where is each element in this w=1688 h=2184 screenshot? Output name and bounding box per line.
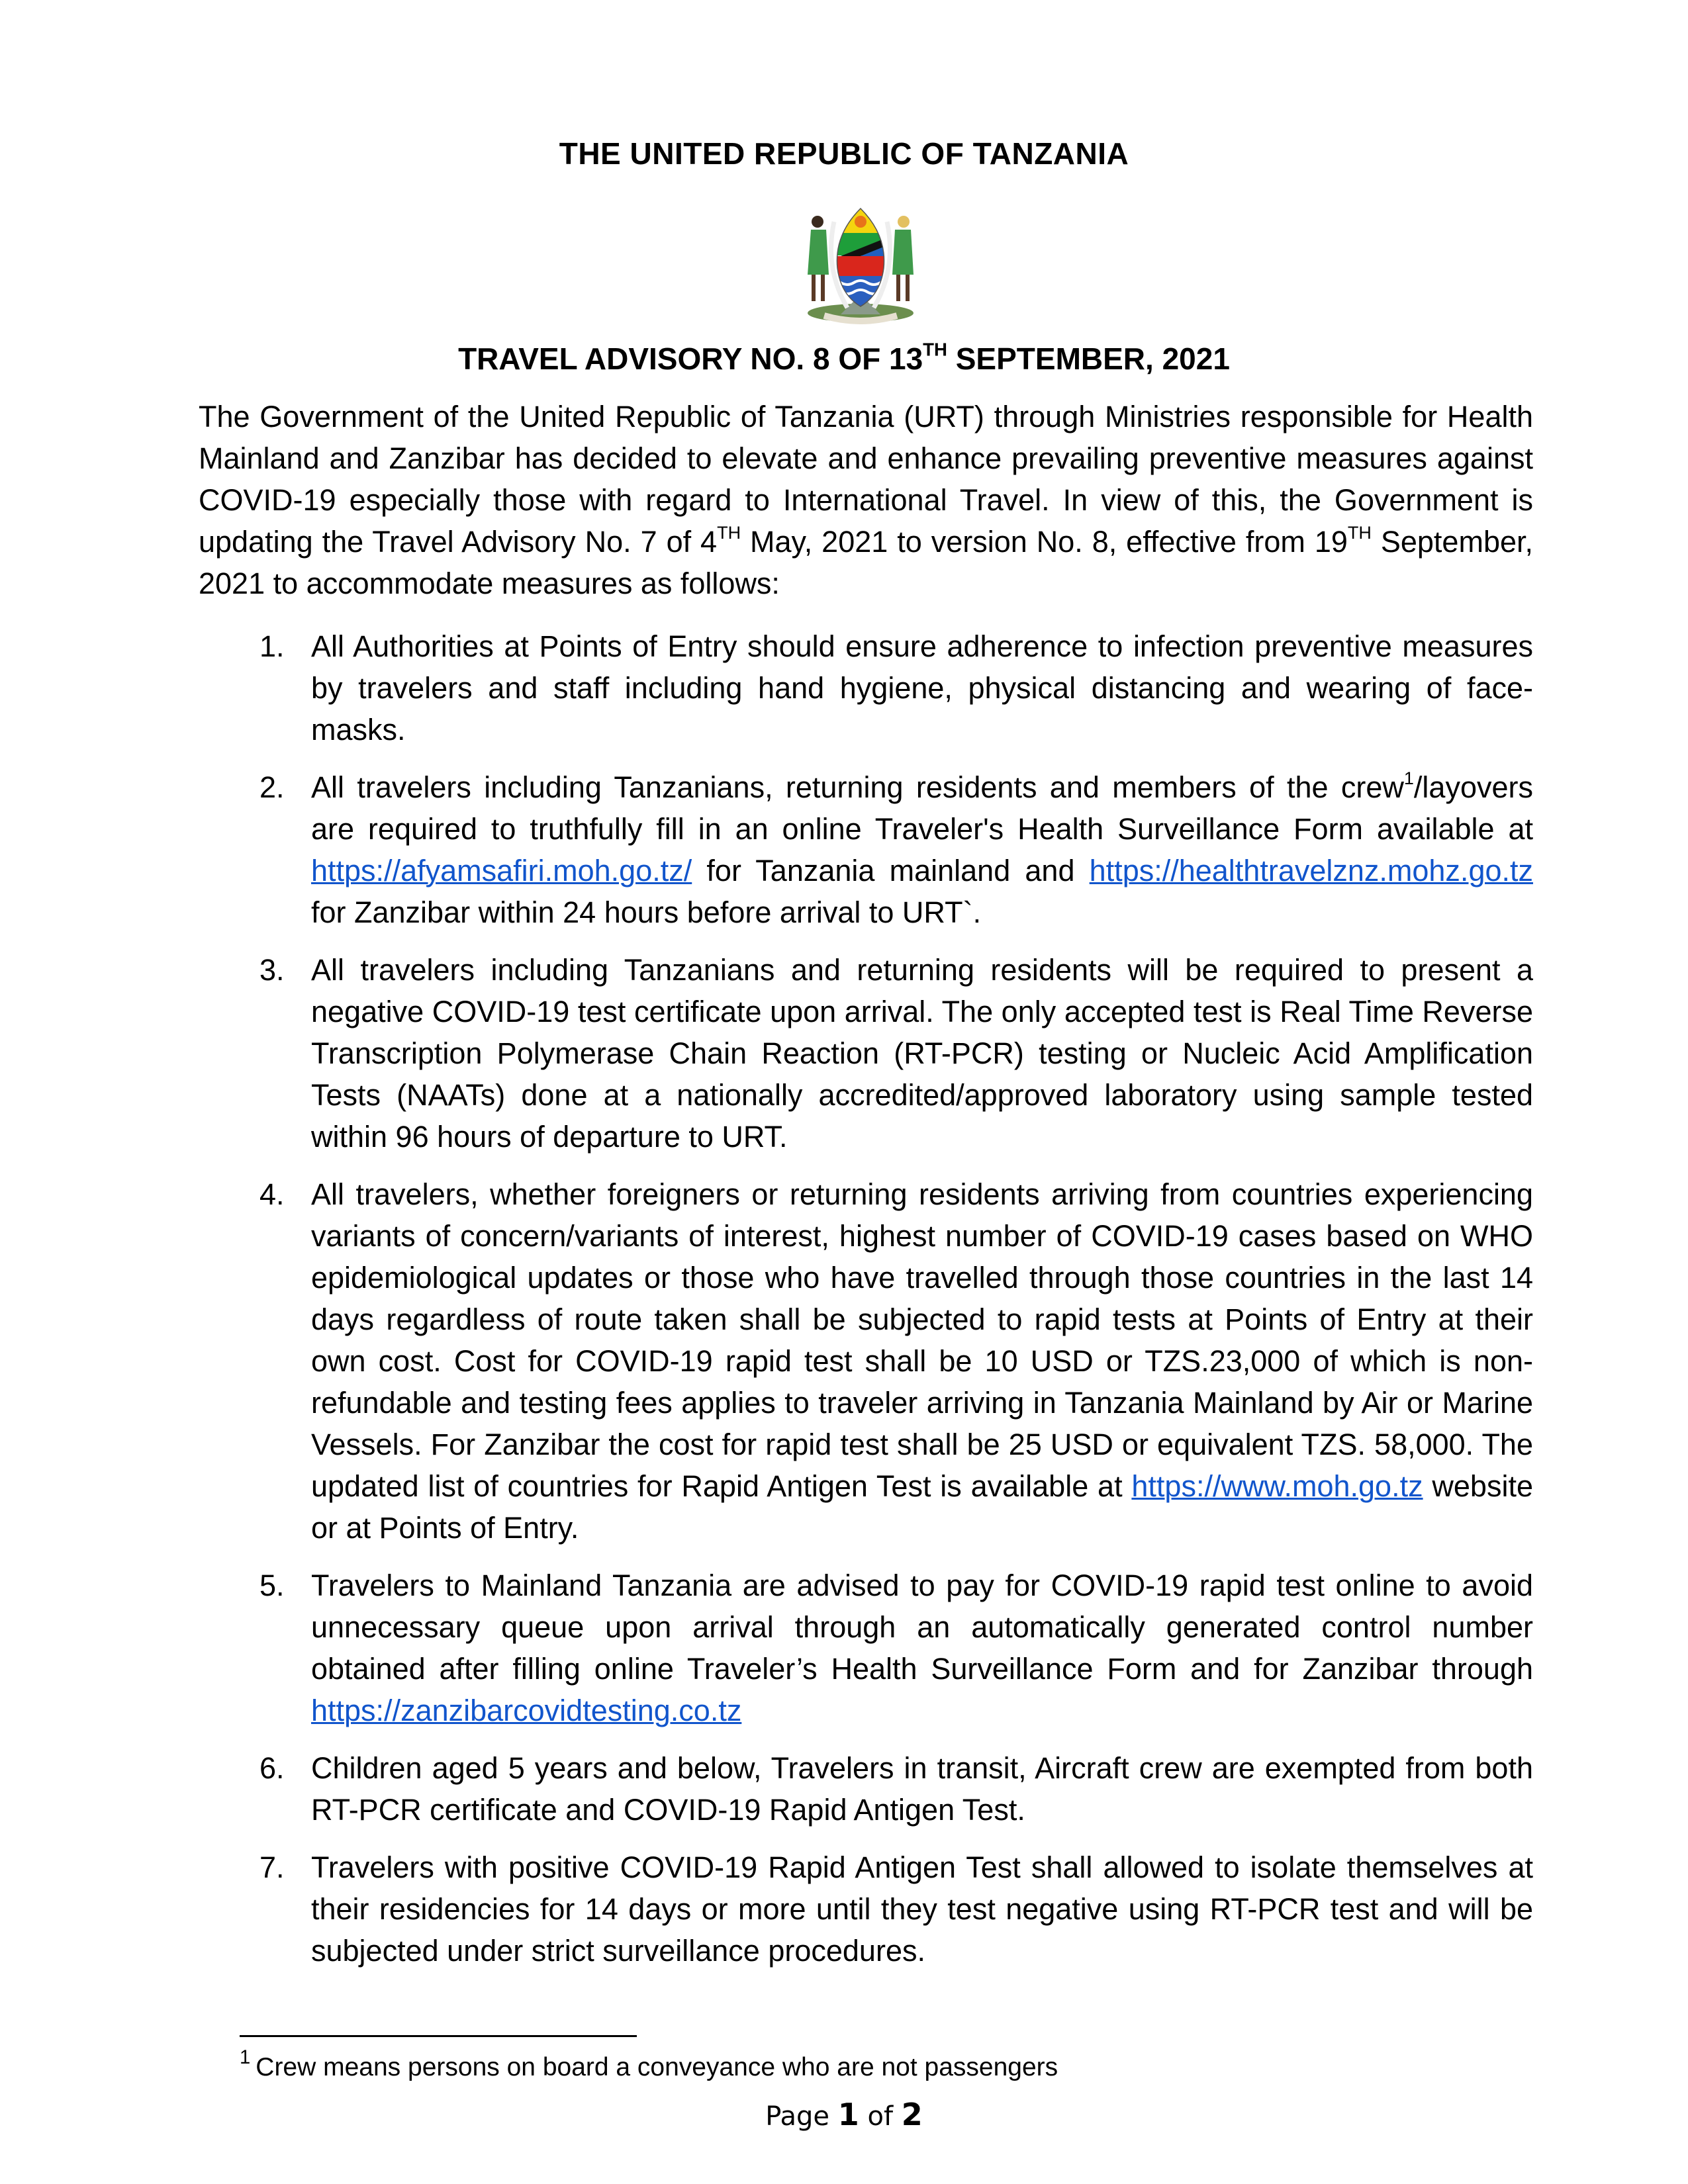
item-number: 7. (259, 1850, 285, 1884)
item-text: Travelers with positive COVID-19 Rapid Antigen Test shall allowed to isolate themselves at their residencies for 14 days or more until they test negative using RT-PCR test and will be subjected under strict surveillance procedures. (311, 1850, 1533, 1968)
item-number: 1. (259, 629, 285, 663)
advisory-title-date: SEPTEMBER, 2021 (947, 341, 1230, 376)
moh-website-link[interactable]: https://www.moh.go.tz (1131, 1469, 1423, 1503)
country-title: THE UNITED REPUBLIC OF TANZANIA (559, 136, 1129, 171)
item-text: All travelers including Tanzanians, returning residents and members of the crew (311, 770, 1404, 804)
measure-item-3 (199, 949, 1533, 1158)
ordinal-suffix: TH (923, 339, 947, 360)
advisory-title (0, 341, 1688, 377)
ordinal-suffix: TH (717, 522, 741, 543)
intro-text-1: The Government of the United Republic of Tanzania (URT) through Ministries responsible for Health Mainland and Zanzibar has decided to elevate and enhance prevailing preventive measures against COVID-19 especially those with regard to International Travel. In view of this, the Government is updating the Travel Advisory No. 7 of 4 (199, 400, 1533, 559)
footnote (240, 2047, 1058, 2082)
zanzibar-covid-testing-link[interactable]: https://zanzibarcovidtesting.co.tz (311, 1694, 742, 1727)
measure-item-5 (199, 1565, 1533, 1731)
item-number: 6. (259, 1751, 285, 1785)
current-page: 1 (837, 2097, 859, 2132)
item-text: for Tanzania mainland and (692, 854, 1090, 887)
ordinal-suffix: TH (1347, 522, 1372, 543)
item-text: All travelers including Tanzanians and returning residents will be required to present a negative COVID-19 test certificate upon arrival. The only accepted test is Real Time Reverse Transcription Polymerase Chain Reaction (RT-PCR) testing or Nucleic Acid Amplification Tests (NAATs) done at a nationally accredited/approved laboratory using sample tested within 96 hours of departure to URT. (311, 953, 1533, 1154)
intro-paragraph (199, 396, 1533, 604)
page-number (0, 2097, 1688, 2132)
item-text: All Authorities at Points of Entry should ensure adherence to infection preventive measures by travelers and staff including hand hygiene, physical distancing and wearing of face-masks. (311, 629, 1533, 747)
healthtravelznz-link[interactable]: https://healthtravelznz.mohz.go.tz (1089, 854, 1533, 887)
item-number: 5. (259, 1569, 285, 1602)
item-text: /layovers are required to truthfully fill in an online Traveler's Health Surveillance Form available at (311, 770, 1533, 846)
measure-item-1 (199, 625, 1533, 751)
intro-text-3: September, 2021 to accommodate measures as follows: (199, 525, 1533, 600)
tanzania-coat-of-arms-icon (788, 195, 933, 328)
total-pages: 2 (901, 2097, 923, 2132)
item-text: Travelers to Mainland Tanzania are advised to pay for COVID-19 rapid test online to avoid unnecessary queue upon arrival through an automatically generated control number obtained after filling online Traveler’s Health Surveillance Form and for Zanzibar through (311, 1569, 1533, 1686)
footnote-divider (240, 2035, 637, 2037)
footnote-reference[interactable]: 1 (1403, 768, 1414, 788)
measure-item-4 (199, 1173, 1533, 1549)
footnote-marker: 1 (240, 2047, 251, 2069)
page-of-label: of (859, 2101, 902, 2132)
item-text: Children aged 5 years and below, Travelers in transit, Aircraft crew are exempted from both RT-PCR certificate and COVID-19 Rapid Antigen Test. (311, 1751, 1533, 1827)
intro-text-2: May, 2021 to version No. 8, effective from 19 (741, 525, 1348, 559)
page-label: Page (765, 2101, 838, 2132)
item-text: for Zanzibar within 24 hours before arrival to URT`. (311, 895, 982, 929)
afyamsafiri-link[interactable]: https://afyamsafiri.moh.go.tz/ (311, 854, 692, 887)
item-number: 2. (259, 770, 285, 804)
item-number: 4. (259, 1177, 285, 1211)
item-number: 3. (259, 953, 285, 987)
footnote-text: Crew means persons on board a conveyance who are not passengers (256, 2053, 1058, 2081)
advisory-title-text: TRAVEL ADVISORY NO. 8 OF 13 (458, 341, 923, 376)
item-text: All travelers, whether foreigners or returning residents arriving from countries experiencing variants of concern/variants of interest, highest number of COVID-19 cases based on WHO epidemiological updates or those who have travelled through those countries in the last 14 days regardless of route taken shall be subjected to rapid tests at Points of Entry at their own cost. Cost for COVID-19 rapid test shall be 10 USD or TZS.23,000 of which is non-refundable and testing fees applies to traveler arriving in Tanzania Mainland by Air or Marine Vessels. For Zanzibar the cost for rapid test shall be 25 USD or equivalent TZS. 58,000. The updated list of countries for Rapid Antigen Test is available at (311, 1177, 1533, 1503)
measure-item-6 (199, 1747, 1533, 1831)
item-text: website or at Points of Entry. (311, 1469, 1533, 1545)
measure-item-2 (199, 766, 1533, 933)
measures-list (199, 625, 1533, 1987)
measure-item-7 (199, 1846, 1533, 1972)
